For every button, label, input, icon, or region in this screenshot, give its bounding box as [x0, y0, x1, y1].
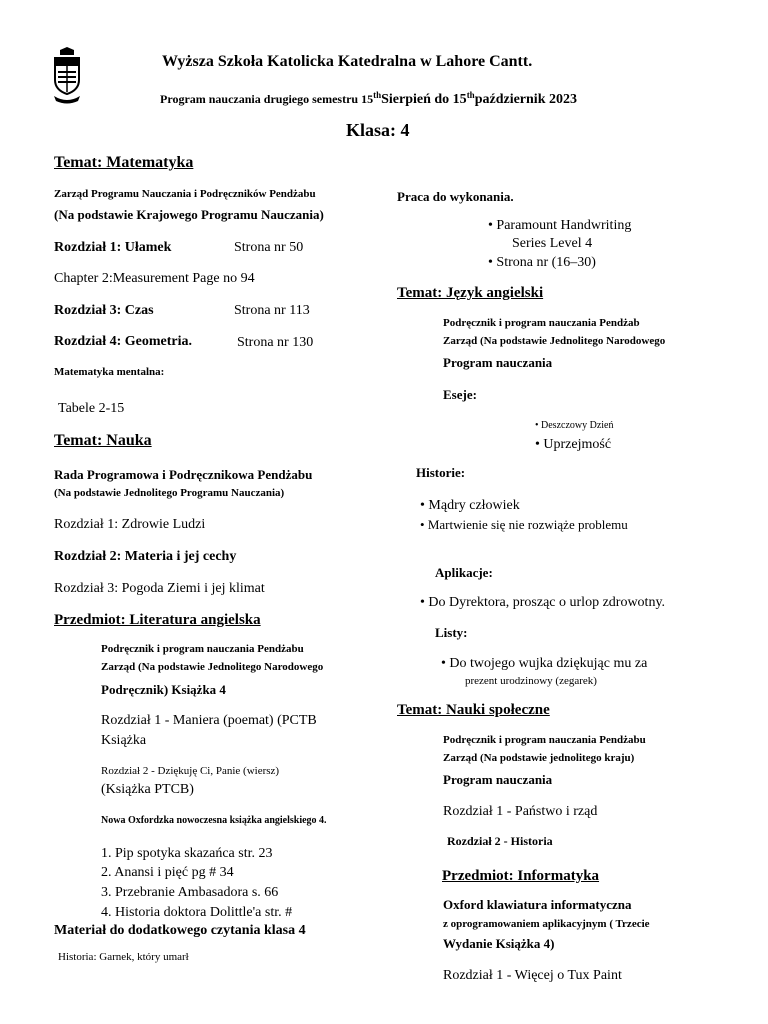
ordinal-suffix: th — [466, 90, 475, 100]
literature-board-1: Podręcznik i program nauczania Pendżabu — [101, 643, 304, 655]
math-chapter-4: Rozdział 4: Geometria. — [54, 334, 193, 349]
english-heading: Temat: Język angielski — [397, 285, 544, 301]
literature-chapter-1b: Książka — [101, 733, 147, 748]
work-item-2: • Strona nr (16–30) — [488, 255, 596, 271]
school-name: Wyższa Szkoła Katolicka Katedralna w Lahore Cantt. — [162, 53, 533, 70]
essay-item-2: • Uprzejmość — [535, 437, 611, 453]
essays-label: Eseje: — [443, 387, 477, 402]
english-board-2: Zarząd (Na podstawie Jednolitego Narodowego — [443, 335, 666, 347]
work-item-1b: Series Level 4 — [512, 236, 593, 251]
applications-label: Aplikacje: — [435, 565, 493, 580]
social-program: Program nauczania — [443, 772, 553, 787]
literature-board-3: Podręcznik) Książka 4 — [101, 682, 226, 697]
social-heading: Temat: Nauki społeczne — [397, 702, 550, 718]
social-board-2: Zarząd (Na podstawie jednolitego kraju) — [443, 752, 635, 764]
math-board: Zarząd Programu Nauczania i Podręczników Pendżabu — [54, 188, 316, 200]
letter-item-1a: • Do twojego wujka dziękując mu za — [441, 656, 647, 672]
math-basis: (Na podstawie Krajowego Programu Nauczania) — [54, 207, 324, 222]
supplementary-story: Historia: Garnek, który umarł — [58, 951, 189, 963]
ordinal-suffix: th — [373, 90, 382, 100]
science-chapter-1: Rozdział 1: Zdrowie Ludzi — [54, 517, 206, 532]
math-chapter-1: Rozdział 1: Ułamek — [54, 240, 172, 255]
english-program: Program nauczania — [443, 355, 553, 370]
program-period-start: Program nauczania drugiego semestru 15 — [160, 92, 374, 106]
program-period — [160, 90, 577, 108]
school-crest-icon — [52, 46, 82, 104]
essay-item-1: • Deszczowy Dzień — [535, 420, 613, 431]
cs-chapter-1: Rozdział 1 - Więcej o Tux Paint — [443, 968, 622, 983]
letters-label: Listy: — [435, 625, 468, 640]
cs-heading: Przedmiot: Informatyka — [442, 868, 600, 884]
math-chapter-3-page: Strona nr 113 — [234, 303, 310, 318]
math-chapter-2: Chapter 2:Measurement Page no 94 — [54, 271, 255, 286]
math-chapter-4-page: Strona nr 130 — [237, 335, 314, 350]
literature-item: 2. Anansi i pięć pg # 34 — [101, 865, 234, 880]
math-chapter-1-page: Strona nr 50 — [234, 240, 304, 255]
literature-chapter-2b: (Książka PTCB) — [101, 782, 194, 797]
program-period-mid: Sierpień do 15 — [381, 92, 467, 107]
literature-item: 3. Przebranie Ambasadora s. 66 — [101, 885, 279, 900]
mental-math-tables: Tabele 2-15 — [58, 401, 125, 416]
work-item-1a: • Paramount Handwriting — [488, 218, 631, 234]
cs-book-1: Oxford klawiatura informatyczna — [443, 897, 632, 912]
letter-item-1b: prezent urodzinowy (zegarek) — [465, 675, 597, 687]
english-board-1: Podręcznik i program nauczania Pendżab — [443, 317, 640, 329]
science-board: Rada Programowa i Podręcznikowa Pendżabu — [54, 467, 313, 482]
application-item-1: • Do Dyrektora, prosząc o urlop zdrowotny. — [420, 595, 665, 611]
cs-book-3: Wydanie Książka 4) — [443, 936, 555, 951]
science-chapter-3: Rozdział 3: Pogoda Ziemi i jej klimat — [54, 581, 265, 596]
story-item-2: • Martwienie się nie rozwiąże problemu — [420, 517, 628, 533]
literature-chapter-1a: Rozdział 1 - Maniera (poemat) (PCTB — [101, 713, 317, 728]
science-basis: (Na podstawie Jednolitego Programu Nauczania) — [54, 487, 285, 499]
mental-math-label: Matematyka mentalna: — [54, 366, 165, 378]
program-period-end: październik 2023 — [474, 92, 577, 107]
stories-label: Historie: — [416, 465, 466, 480]
math-chapter-3: Rozdział 3: Czas — [54, 303, 154, 318]
work-heading: Praca do wykonania. — [397, 189, 514, 204]
oxford-book-title: Nowa Oxfordzka nowoczesna książka angielskiego 4. — [101, 815, 327, 826]
science-chapter-2: Rozdział 2: Materia i jej cechy — [54, 549, 237, 564]
literature-chapter-2a: Rozdział 2 - Dziękuję Ci, Panie (wiersz) — [101, 765, 280, 777]
social-board-1: Podręcznik i program nauczania Pendżabu — [443, 734, 646, 746]
cs-book-2: z oprogramowaniem aplikacyjnym ( Trzecie — [443, 918, 650, 930]
story-item-1: • Mądry człowiek — [420, 498, 520, 514]
class-title: Klasa: 4 — [346, 120, 410, 140]
social-chapter-2: Rozdział 2 - Historia — [447, 834, 553, 848]
science-heading: Temat: Nauka — [54, 432, 152, 449]
literature-item: 1. Pip spotyka skazańca str. 23 — [101, 846, 273, 861]
literature-item: 4. Historia doktora Dolittle'a str. # — [101, 905, 293, 920]
supplementary-reading-title: Materiał do dodatkowego czytania klasa 4 — [54, 923, 306, 938]
social-chapter-1: Rozdział 1 - Państwo i rząd — [443, 804, 598, 819]
literature-board-2: Zarząd (Na podstawie Jednolitego Narodowego — [101, 661, 324, 673]
literature-heading: Przedmiot: Literatura angielska — [54, 612, 261, 628]
math-heading: Temat: Matematyka — [54, 154, 194, 171]
